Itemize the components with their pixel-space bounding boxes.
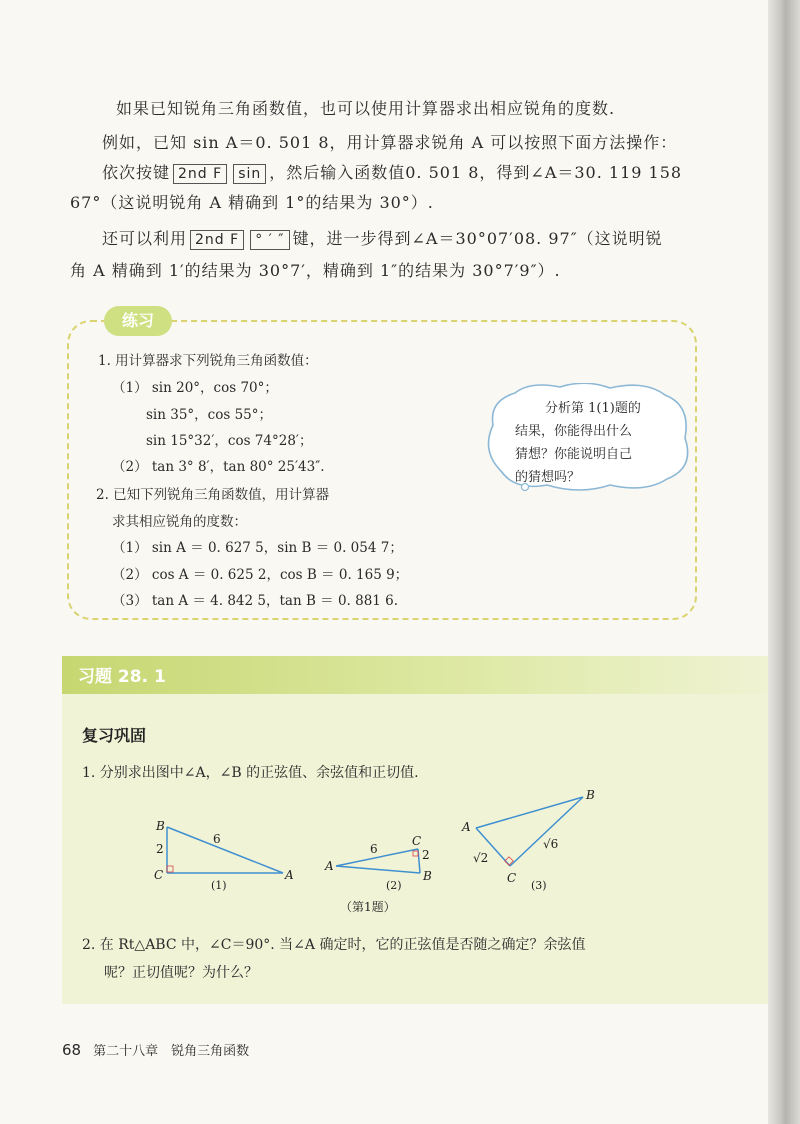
bubble-line-1: 分析第 1(1)题的	[545, 401, 641, 416]
triangle-figures	[140, 785, 620, 915]
key-sin: sin	[233, 164, 266, 184]
fig2-caption: (2)	[386, 879, 402, 892]
fig2-label-A: A	[325, 859, 334, 873]
bubble-line-4: 的猜想吗？	[515, 470, 581, 485]
figure-2	[324, 834, 432, 892]
fig1-side-ab: 6	[213, 832, 221, 846]
figure-1	[154, 819, 294, 892]
fig1-label-C: C	[154, 868, 164, 882]
page-footer	[62, 1040, 249, 1059]
intro-line-2: 例如，已知 sin A＝0. 501 8，用计算器求锐角 A 可以按照下面方法操作：	[102, 133, 678, 152]
fig2-side-cb: 2	[422, 848, 430, 862]
fig1-side-bc: 2	[156, 842, 164, 856]
bubble-line-3: 猜想？你能说明自己	[515, 447, 633, 462]
fig3-label-B: B	[586, 788, 595, 802]
exercise-q1: 1. 分别求出图中∠A，∠B 的正弦值、余弦值和正切值.	[82, 765, 419, 781]
intro-line-3-post: ，然后输入函数值0. 501 8，得到∠A＝30. 119 158	[269, 163, 683, 182]
figure-3	[461, 788, 595, 892]
practice-tag: 练习	[104, 306, 172, 336]
book-spine-shadow	[768, 0, 800, 1124]
key-2nd-f-second: 2nd F	[190, 230, 244, 250]
fig2-side-ac: 6	[370, 842, 378, 856]
practice-q2-3: （3） tan A ＝ 4. 842 5，tan B ＝ 0. 881 6.	[112, 593, 399, 609]
fig3-label-C: C	[507, 871, 517, 885]
practice-q2-1: （1） sin A ＝ 0. 627 5，sin B ＝ 0. 054 7；	[112, 540, 403, 556]
exercise-q2-line-2: 呢？正切值呢？为什么？	[104, 965, 258, 981]
intro-line-3	[102, 160, 682, 184]
exercise-title-bar	[62, 656, 768, 694]
practice-q2-b: 求其相应锐角的度数：	[112, 514, 247, 530]
intro-line-6: 角 A 精确到 1′的结果为 30°7′，精确到 1″的结果为 30°7′9″）.	[70, 261, 561, 280]
intro-line-5-post: 键，进一步得到∠A＝30°07′08. 97″（这说明锐	[292, 229, 663, 248]
figure-caption: （第1题）	[340, 900, 396, 914]
practice-q1-a: （1） sin 20°，cos 70°；	[112, 380, 278, 396]
intro-line-4: 67°（这说明锐角 A 精确到 1°的结果为 30°）.	[70, 193, 434, 212]
exercise-q2-line-1: 2. 在 Rt△ABC 中，∠C＝90°. 当∠A 确定时，它的正弦值是否随之确定？余弦值	[82, 937, 586, 953]
exercise-subtitle: 复习巩固	[82, 726, 147, 745]
fig1-caption: (1)	[211, 879, 227, 892]
fig3-label-A: A	[462, 820, 471, 834]
intro-line-5-pre: 还可以利用	[102, 229, 188, 248]
fig3-caption: (3)	[531, 879, 547, 892]
practice-q1-c: sin 15°32′，cos 74°28′；	[146, 433, 313, 449]
intro-line-1: 如果已知锐角三角函数值，也可以使用计算器求出相应锐角的度数.	[116, 99, 616, 118]
practice-q2-a: 2. 已知下列锐角三角函数值，用计算器	[96, 487, 330, 503]
practice-q2-2: （2） cos A ＝ 0. 625 2，cos B ＝ 0. 165 9；	[112, 567, 409, 583]
fig2-label-B: B	[423, 869, 432, 883]
fig1-label-A: A	[285, 868, 294, 882]
fig3-side-ac: √2	[473, 851, 489, 865]
practice-q1-b: sin 35°，cos 55°；	[146, 407, 272, 423]
thought-bubble-text	[515, 397, 675, 489]
exercise-title: 习题 28. 1	[78, 667, 166, 687]
bubble-line-2: 结果，你能得出什么	[515, 424, 633, 439]
fig2-label-C: C	[412, 834, 422, 848]
intro-line-5	[102, 226, 663, 250]
page-number: 68	[62, 1041, 82, 1059]
fig3-side-cb: √6	[543, 837, 559, 851]
practice-q1-d: （2） tan 3° 8′，tan 80° 25′43″.	[112, 459, 325, 475]
practice-q1: 1. 用计算器求下列锐角三角函数值：	[98, 353, 318, 369]
key-dms: ° ′ ″	[250, 230, 289, 250]
intro-line-3-pre: 依次按键	[102, 163, 171, 182]
chapter-title: 第二十八章 锐角三角函数	[93, 1044, 250, 1059]
key-2nd-f: 2nd F	[173, 164, 227, 184]
fig1-label-B: B	[156, 819, 165, 833]
